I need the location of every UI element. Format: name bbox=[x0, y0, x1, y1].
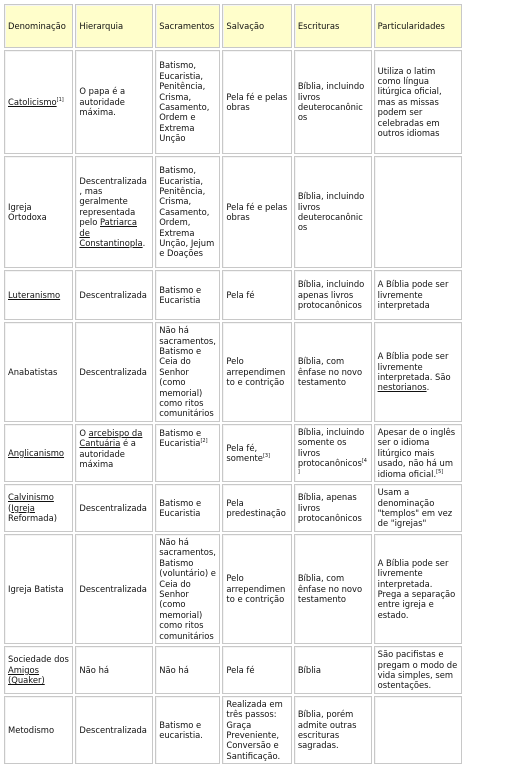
header-hierarchy: Hierarquia bbox=[75, 4, 153, 48]
cell-particularities: São pacifistas e pregam o modo de vida simples, sem ostentações. bbox=[374, 646, 462, 694]
cell-salvation: Pela fé bbox=[222, 646, 291, 694]
cell-particularities: A Bíblia pode ser livremente interpretada bbox=[374, 270, 462, 320]
cell-salvation: Pelo arrependimento e contrição bbox=[222, 534, 291, 644]
cell-scriptures: Bíblia, com ênfase no novo testamento bbox=[294, 534, 372, 644]
denomination-text-end: Reformada) bbox=[8, 513, 57, 524]
header-salvation: Salvação bbox=[222, 4, 291, 48]
cell-sacraments: Não há sacramentos, Batismo e Ceia do Senhor (como memorial) como ritos comunitários bbox=[155, 322, 220, 422]
cell-denomination bbox=[4, 270, 73, 320]
catolicismo-link[interactable]: Catolicismo bbox=[8, 96, 57, 107]
cell-scriptures: Bíblia, apenas livros protocanônicos bbox=[294, 484, 372, 532]
cell-sacraments: Batismo, Eucaristia, Penitência, Crisma, Casamento, Ordem, Extrema Unção, Jejum e Doações bbox=[155, 156, 220, 268]
footnote-ref[interactable]: [4] bbox=[297, 458, 367, 475]
cell-sacraments: Batismo e Eucaristia bbox=[155, 484, 220, 532]
cell-denomination: Anabatistas bbox=[4, 322, 73, 422]
luteranismo-link[interactable]: Luteranismo bbox=[8, 289, 61, 300]
table-row bbox=[4, 484, 462, 532]
anglicanismo-link[interactable]: Anglicanismo bbox=[8, 447, 65, 458]
hierarchy-text: Descentralizada, mas geralmente representada pelo bbox=[79, 175, 147, 228]
cell-scriptures: Bíblia, com ênfase no novo testamento bbox=[294, 322, 372, 422]
arcebispo-link[interactable]: arcebispo da Cantuária bbox=[79, 428, 143, 449]
table-row bbox=[4, 270, 462, 320]
denomination-text: ( bbox=[8, 502, 12, 513]
cell-particularities bbox=[374, 424, 462, 482]
cell-hierarchy: Não há bbox=[75, 646, 153, 694]
hierarchy-text-end: é a autoridade máxima bbox=[79, 438, 136, 470]
footnote-ref[interactable]: [1] bbox=[56, 97, 64, 103]
footnote-ref[interactable]: [5] bbox=[436, 468, 444, 475]
cell-scriptures: Bíblia, incluindo apenas livros protocanônicos bbox=[294, 270, 372, 320]
quaker-link[interactable]: (Quaker) bbox=[8, 675, 45, 686]
cell-salvation: Pelo arrependimento e contrição bbox=[222, 322, 291, 422]
table-row bbox=[4, 424, 462, 482]
denomination-text: Sociedade dos bbox=[8, 654, 69, 665]
cell-sacraments: Batismo, Eucaristia, Penitência, Crisma, Casamento, Ordem e Extrema Unção bbox=[155, 50, 220, 154]
header-denomination: Denominação bbox=[4, 4, 73, 48]
denominations-table bbox=[2, 2, 464, 766]
table-row bbox=[4, 646, 462, 694]
table-row bbox=[4, 534, 462, 644]
particularities-text: A Bíblia pode ser livremente interpretada. São bbox=[377, 351, 451, 382]
cell-salvation: Pela predestinação bbox=[222, 484, 291, 532]
particularities-text-end: . bbox=[426, 382, 430, 393]
cell-hierarchy: Descentralizada bbox=[75, 270, 153, 320]
nestorianos-link[interactable]: nestorianos bbox=[377, 382, 427, 393]
amigos-link[interactable]: Amigos bbox=[8, 664, 40, 675]
cell-scriptures: Bíblia, incluindo livros deuterocanônicos bbox=[294, 156, 372, 268]
cell-salvation: Realizada em três passos: Graça Preveniente, Conversão e Santificação. bbox=[222, 696, 291, 764]
header-sacraments: Sacramentos bbox=[155, 4, 220, 48]
cell-hierarchy: Descentralizada bbox=[75, 322, 153, 422]
table-row bbox=[4, 696, 462, 764]
cell-hierarchy: O papa é a autoridade máxima. bbox=[75, 50, 153, 154]
scriptures-text: Bíblia, incluindo somente os livros protocanônicos bbox=[297, 427, 365, 469]
cell-sacraments bbox=[155, 424, 220, 482]
cell-hierarchy: Descentralizada bbox=[75, 534, 153, 644]
cell-denomination bbox=[4, 50, 73, 154]
cell-denomination: Igreja Ortodoxa bbox=[4, 156, 73, 268]
cell-particularities bbox=[374, 156, 462, 268]
header-scriptures: Escrituras bbox=[294, 4, 372, 48]
particularities-text: Apesar de o inglês ser o idioma litúrgico mais usado, não há um idioma oficial. bbox=[377, 427, 456, 479]
header-row bbox=[4, 4, 462, 48]
cell-hierarchy bbox=[75, 424, 153, 482]
igreja-link[interactable]: Igreja bbox=[11, 502, 35, 513]
cell-particularities bbox=[374, 322, 462, 422]
table-row bbox=[4, 322, 462, 422]
table-row bbox=[4, 50, 462, 154]
cell-salvation: Pela fé e pelas obras bbox=[222, 156, 291, 268]
footnote-ref[interactable]: [3] bbox=[262, 453, 271, 460]
cell-hierarchy: Descentralizada bbox=[75, 484, 153, 532]
header-particularities: Particularidades bbox=[374, 4, 462, 48]
cell-sacraments: Batismo e Eucaristia bbox=[155, 270, 220, 320]
salvation-text: Pela fé, somente bbox=[226, 442, 263, 464]
cell-hierarchy bbox=[75, 156, 153, 268]
cell-particularities bbox=[374, 696, 462, 764]
cell-denomination bbox=[4, 424, 73, 482]
cell-denomination: Igreja Batista bbox=[4, 534, 73, 644]
cell-denomination bbox=[4, 484, 73, 532]
cell-scriptures: Bíblia, porém admite outras escrituras sagradas. bbox=[294, 696, 372, 764]
patriarca-link[interactable]: Patriarca de Constantinopla bbox=[79, 217, 143, 249]
cell-hierarchy: Descentralizada bbox=[75, 696, 153, 764]
cell-denomination: Metodismo bbox=[4, 696, 73, 764]
cell-particularities: A Bíblia pode ser livremente interpretada. Prega a separação entre igreja e estado. bbox=[374, 534, 462, 644]
cell-sacraments: Não há sacramentos, Batismo (voluntário) e Ceia do Senhor (como memorial) como ritos comunitários bbox=[155, 534, 220, 644]
cell-sacraments: Não há bbox=[155, 646, 220, 694]
cell-salvation: Pela fé e pelas obras bbox=[222, 50, 291, 154]
cell-particularities: Usam a denominação "templos" em vez de "igrejas" bbox=[374, 484, 462, 532]
cell-scriptures bbox=[294, 424, 372, 482]
hierarchy-text-end: . bbox=[142, 238, 146, 249]
footnote-ref[interactable]: [2] bbox=[200, 438, 208, 445]
cell-particularities: Utiliza o latim como língua litúrgica oficial, mas as missas podem ser celebradas em outros idiomas bbox=[374, 50, 462, 154]
cell-scriptures: Bíblia bbox=[294, 646, 372, 694]
table-row bbox=[4, 156, 462, 268]
calvinismo-link[interactable]: Calvinismo bbox=[8, 492, 54, 503]
cell-salvation: Pela fé bbox=[222, 270, 291, 320]
cell-denomination bbox=[4, 646, 73, 694]
sacraments-text: Batismo e Eucaristia bbox=[159, 428, 202, 449]
cell-scriptures: Bíblia, incluindo livros deuterocanônicos bbox=[294, 50, 372, 154]
hierarchy-text: O bbox=[79, 428, 89, 438]
cell-salvation bbox=[222, 424, 291, 482]
cell-sacraments: Batismo e eucaristia. bbox=[155, 696, 220, 764]
